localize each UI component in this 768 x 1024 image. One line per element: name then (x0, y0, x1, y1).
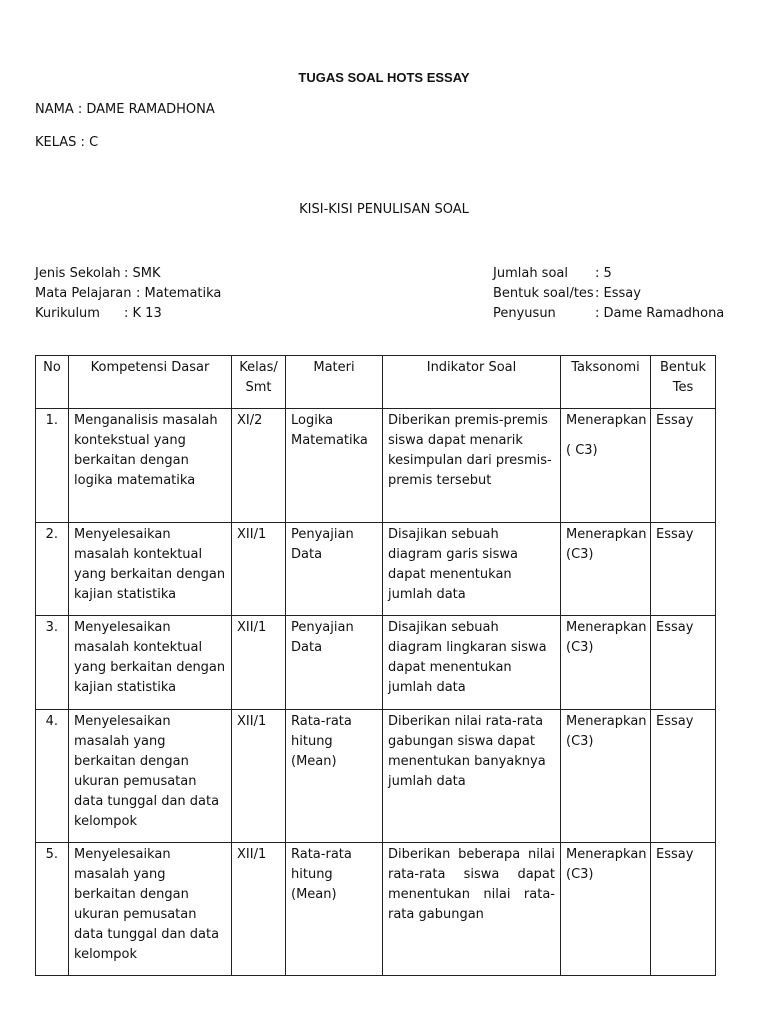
cell-taxonomy (561, 523, 651, 616)
section-title: KISI-KISI PENULISAN SOAL (299, 202, 469, 217)
meta-value: : Essay (595, 286, 641, 301)
cell-test-form: Essay (651, 616, 716, 710)
cell-competency: Menyelesaikan masalah kontektual yang berkaitan dengan kajian statistika (69, 616, 232, 710)
cell-no: 3. (36, 616, 69, 710)
table-header-row (36, 356, 716, 409)
cell-class: XI/2 (232, 409, 286, 523)
cell-indicator: Diberikan beberapa nilai rata-rata siswa dapat menentukan nilai rata-rata gabungan (383, 843, 561, 976)
taxonomy-label: Menerapkan (566, 527, 647, 542)
meta-school-type (35, 264, 221, 284)
meta-right (493, 264, 724, 324)
taxonomy-label: Menerapkan (566, 714, 647, 729)
header-material: Materi (286, 356, 383, 409)
cell-material: Penyajian Data (286, 523, 383, 616)
cell-taxonomy (561, 710, 651, 843)
header-class-semester: Kelas/ Smt (232, 356, 286, 409)
cell-material: Rata-rata hitung (Mean) (286, 710, 383, 843)
student-name: NAMA : DAME RAMADHONA (35, 102, 215, 117)
meta-curriculum (35, 304, 221, 324)
cell-no: 5. (36, 843, 69, 976)
cell-no: 1. (36, 409, 69, 523)
cell-taxonomy (561, 843, 651, 976)
cell-competency: Menyelesaikan masalah yang berkaitan dengan ukuran pemusatan data tunggal dan data kelompok (69, 710, 232, 843)
cell-class: XII/1 (232, 616, 286, 710)
cell-test-form: Essay (651, 523, 716, 616)
taxonomy-level: (C3) (566, 547, 594, 562)
cell-material: Logika Matematika (286, 409, 383, 523)
taxonomy-label: Menerapkan (566, 620, 647, 635)
cell-taxonomy (561, 409, 651, 523)
document-title: TUGAS SOAL HOTS ESSAY (298, 70, 470, 85)
meta-label: Jenis Sekolah (35, 266, 121, 281)
cell-no: 4. (36, 710, 69, 843)
cell-indicator: Diberikan premis-premis siswa dapat menarik kesimpulan dari presmis-premis tersebut (383, 409, 561, 523)
meta-value: : SMK (124, 266, 161, 281)
cell-taxonomy (561, 616, 651, 710)
meta-label: Kurikulum (35, 306, 100, 321)
meta-author (493, 304, 724, 324)
table-row (36, 523, 716, 616)
meta-value: : Dame Ramadhona (595, 306, 725, 321)
cell-material: Penyajian Data (286, 616, 383, 710)
cell-material: Rata-rata hitung (Mean) (286, 843, 383, 976)
question-grid-table (35, 355, 716, 976)
meta-question-count (493, 264, 724, 284)
table-row (36, 843, 716, 976)
header-taxonomy: Taksonomi (561, 356, 651, 409)
cell-no: 2. (36, 523, 69, 616)
meta-label: Penyusun (493, 306, 556, 321)
header-competency: Kompetensi Dasar (69, 356, 232, 409)
table-row (36, 710, 716, 843)
meta-value: : Matematika (136, 286, 222, 301)
meta-label: Bentuk soal/tes (493, 286, 594, 301)
header-indicator: Indikator Soal (383, 356, 561, 409)
cell-indicator: Disajikan sebuah diagram garis siswa dapat menentukan jumlah data (383, 523, 561, 616)
cell-test-form: Essay (651, 409, 716, 523)
taxonomy-level: (C3) (566, 640, 594, 655)
cell-class: XII/1 (232, 523, 286, 616)
cell-indicator: Diberikan nilai rata-rata gabungan siswa dapat menentukan banyaknya jumlah data (383, 710, 561, 843)
cell-class: XII/1 (232, 710, 286, 843)
header-no: No (36, 356, 69, 409)
cell-competency: Menganalisis masalah kontekstual yang berkaitan dengan logika matematika (69, 409, 232, 523)
cell-class: XII/1 (232, 843, 286, 976)
meta-value: : 5 (595, 266, 612, 281)
student-class: KELAS : C (35, 135, 99, 150)
taxonomy-level: ( C3) (566, 443, 598, 458)
table-row (36, 409, 716, 523)
cell-competency: Menyelesaikan masalah kontektual yang berkaitan dengan kajian statistika (69, 523, 232, 616)
cell-competency: Menyelesaikan masalah yang berkaitan dengan ukuran pemusatan data tunggal dan data kelompok (69, 843, 232, 976)
table-row (36, 616, 716, 710)
meta-value: : K 13 (124, 306, 162, 321)
meta-label: Jumlah soal (493, 266, 568, 281)
meta-left (35, 264, 221, 324)
meta-question-form (493, 284, 724, 304)
cell-test-form: Essay (651, 843, 716, 976)
meta-subject (35, 284, 221, 304)
taxonomy-label: Menerapkan (566, 847, 647, 862)
cell-test-form: Essay (651, 710, 716, 843)
meta-label: Mata Pelajaran (35, 286, 132, 301)
taxonomy-level: (C3) (566, 734, 594, 749)
cell-indicator: Disajikan sebuah diagram lingkaran siswa dapat menentukan jumlah data (383, 616, 561, 710)
taxonomy-level: (C3) (566, 867, 594, 882)
header-test-form: Bentuk Tes (651, 356, 716, 409)
taxonomy-label: Menerapkan (566, 413, 647, 428)
